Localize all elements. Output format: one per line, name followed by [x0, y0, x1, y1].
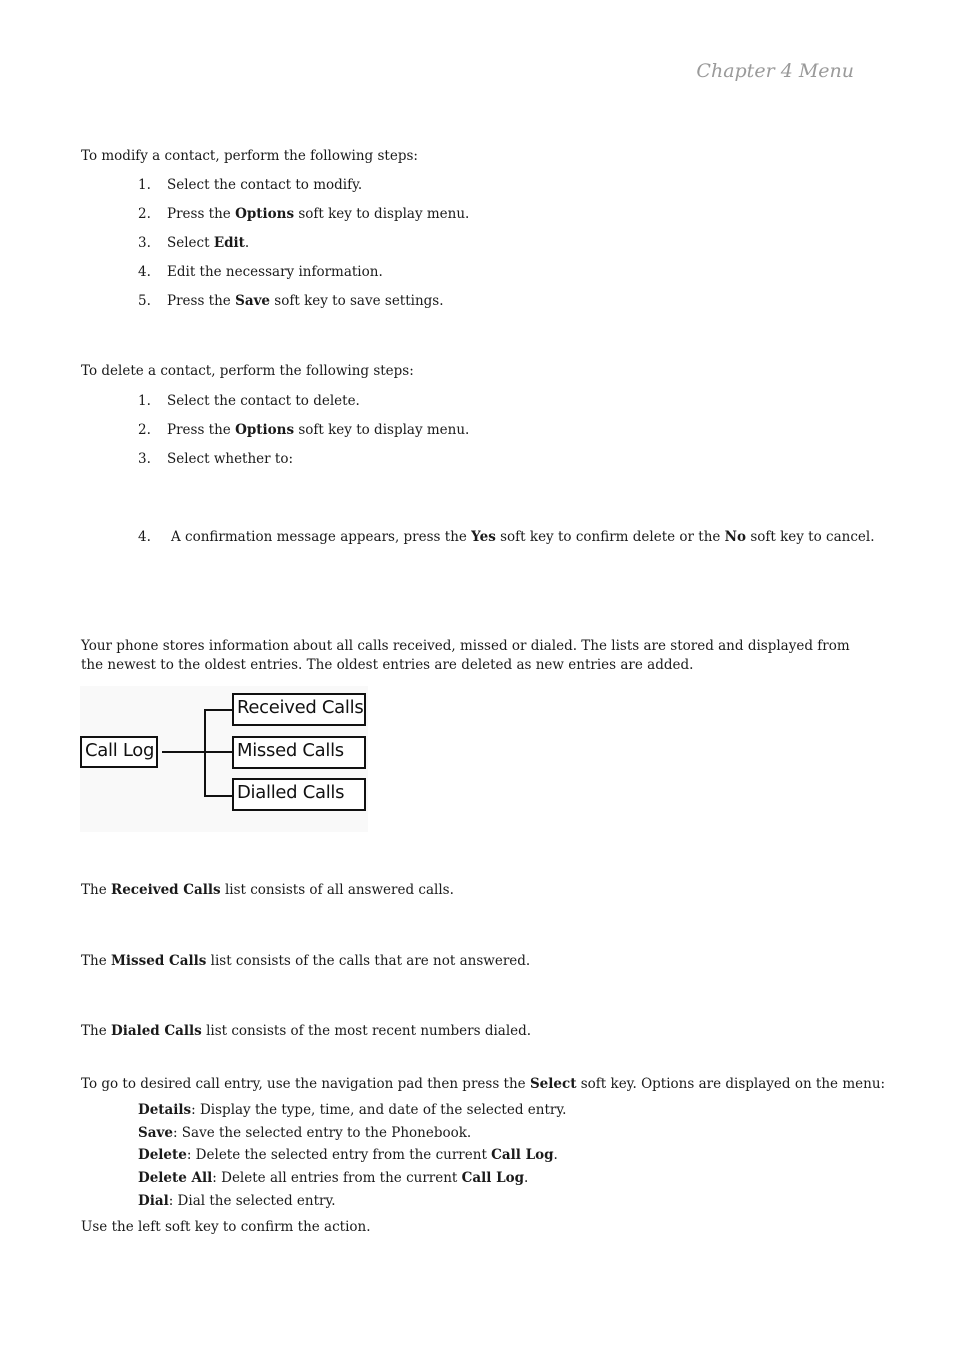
modify-step-1: Select the contact to modify.	[167, 177, 363, 193]
option-dial: Dial: Dial the selected entry.	[138, 1193, 336, 1209]
call-log-intro: Your phone stores information about all calls received, missed or dialed. The lists are stored and displayed from the newest to the oldest entries. The oldest entries are deleted as new entries are added.	[81, 638, 850, 673]
modify-step-5: Press the Save soft key to save settings.	[167, 293, 444, 309]
delete-step-3-number: 3.	[138, 451, 151, 467]
diagram-connector	[162, 751, 205, 753]
dialed-calls-text: The Dialed Calls list consists of the most recent numbers dialed.	[81, 1023, 532, 1039]
diagram-branch-3	[204, 795, 232, 797]
delete-step-2-number: 2.	[138, 422, 151, 438]
diagram-node-received-calls: Received Calls	[232, 693, 366, 726]
modify-step-4-number: 4.	[138, 264, 151, 280]
goto-call-entry-text: To go to desired call entry, use the navigation pad then press the Select soft key. Options are displayed on the menu:	[81, 1076, 886, 1092]
modify-step-2: Press the Options soft key to display menu.	[167, 206, 470, 222]
modify-step-5-number: 5.	[138, 293, 151, 309]
delete-step-4-number: 4.	[138, 529, 151, 545]
received-calls-text: The Received Calls list consists of all answered calls.	[81, 882, 454, 898]
diagram-node-dialled-calls: Dialled Calls	[232, 778, 366, 811]
call-log-diagram	[80, 686, 368, 832]
option-details: Details: Display the type, time, and date of the selected entry.	[138, 1102, 567, 1118]
diagram-node-call-log: Call Log	[80, 736, 158, 768]
option-save: Save: Save the selected entry to the Phonebook.	[138, 1125, 472, 1141]
modify-step-1-number: 1.	[138, 177, 151, 193]
delete-intro: To delete a contact, perform the following steps:	[81, 363, 414, 379]
diagram-bracket	[204, 709, 206, 797]
confirm-action-text: Use the left soft key to confirm the action.	[81, 1219, 371, 1235]
missed-calls-text: The Missed Calls list consists of the calls that are not answered.	[81, 953, 531, 969]
option-delete: Delete: Delete the selected entry from the current Call Log.	[138, 1147, 558, 1163]
modify-step-4: Edit the necessary information.	[167, 264, 383, 280]
modify-step-2-number: 2.	[138, 206, 151, 222]
diagram-branch-1	[204, 709, 232, 711]
chapter-header: Chapter 4 Menu	[696, 60, 854, 82]
diagram-branch-2	[204, 751, 232, 753]
delete-step-3: Select whether to:	[167, 451, 294, 467]
modify-step-3: Select Edit.	[167, 235, 250, 251]
option-delete-all: Delete All: Delete all entries from the current Call Log.	[138, 1170, 529, 1186]
delete-step-1-number: 1.	[138, 393, 151, 409]
delete-step-4: A confirmation message appears, press the Yes soft key to confirm delete or the No soft key to cancel.	[171, 529, 875, 545]
delete-step-2: Press the Options soft key to display menu.	[167, 422, 470, 438]
modify-intro: To modify a contact, perform the following steps:	[81, 148, 418, 164]
diagram-node-missed-calls: Missed Calls	[232, 736, 366, 769]
delete-step-1: Select the contact to delete.	[167, 393, 360, 409]
modify-step-3-number: 3.	[138, 235, 151, 251]
